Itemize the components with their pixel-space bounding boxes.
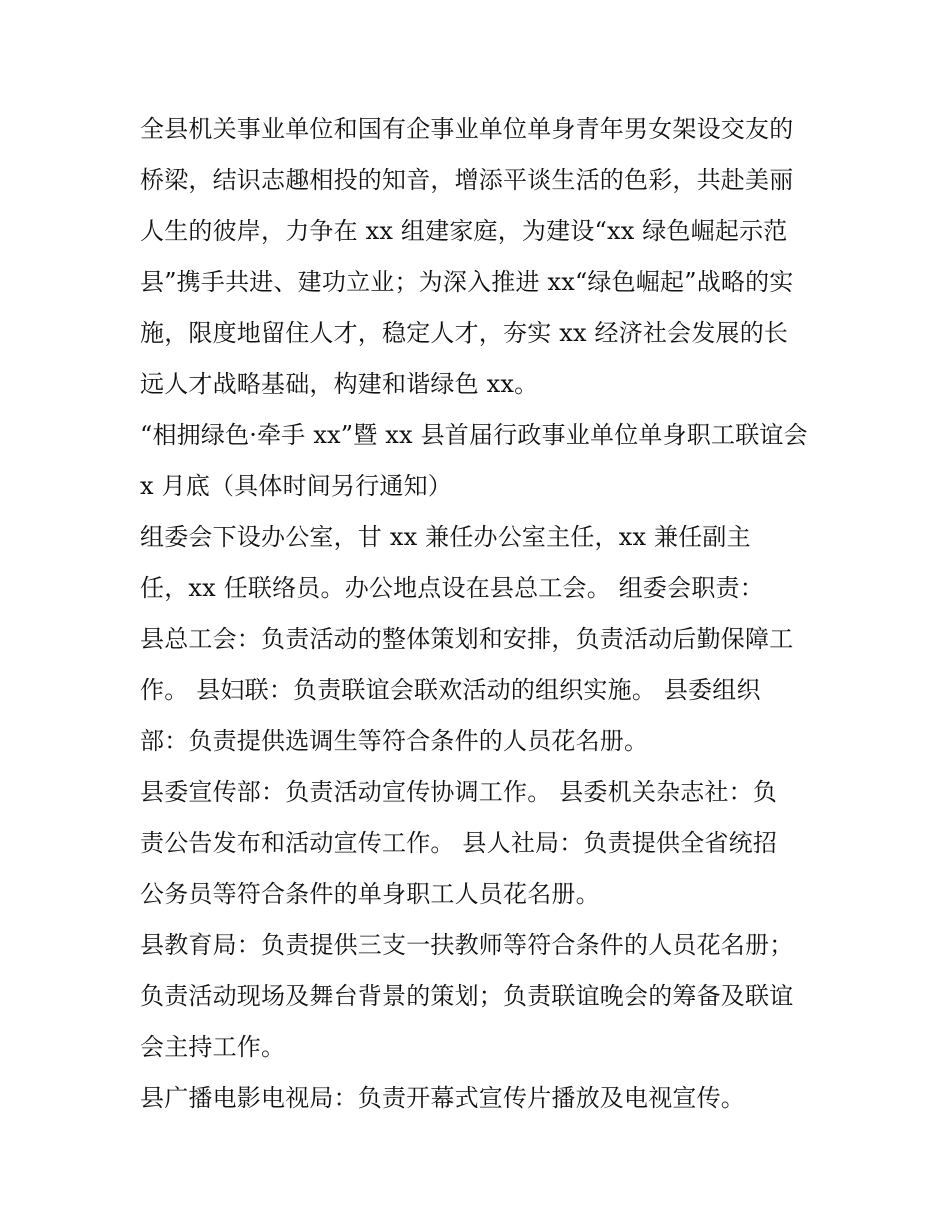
text-line: 县教育局：负责提供三支一扶教师等符合条件的人员花名册； [140, 931, 794, 959]
text-line: 县”携手共进、建功立业；为深入推进 xx“绿色崛起”战略的实 [140, 268, 794, 296]
text-line: 作。 县妇联：负责联谊会联欢活动的组织实施。 县委组织 [140, 676, 761, 704]
text-line: x 月底（具体时间另行通知） [140, 472, 452, 500]
text-line: 远人才战略基础，构建和谐绿色 xx。 [140, 370, 539, 398]
text-line: 施，限度地留住人才，稳定人才，夯实 xx 经济社会发展的长 [140, 319, 789, 347]
text-line: 负责活动现场及舞台背景的策划；负责联谊晚会的筹备及联谊 [140, 982, 794, 1010]
text-line: 全县机关事业单位和国有企事业单位单身青年男女架设交友的 [140, 115, 794, 143]
text-line: 组委会下设办公室，甘 xx 兼任办公室主任，xx 兼任副主 [140, 523, 751, 551]
text-line: 任，xx 任联络员。办公地点设在县总工会。 组委会职责： [140, 574, 764, 602]
text-line: 责公告发布和活动宣传工作。 县人社局：负责提供全省统招 [140, 829, 778, 857]
text-line: 县委宣传部：负责活动宣传协调工作。 县委机关杂志社：负 [140, 778, 778, 806]
text-line: 会主持工作。 [140, 1033, 286, 1061]
text-line: 县总工会：负责活动的整体策划和安排，负责活动后勤保障工 [140, 625, 794, 653]
text-line: 部：负责提供选调生等符合条件的人员花名册。 [140, 727, 649, 755]
text-line: 县广播电影电视局：负责开幕式宣传片播放及电视宣传。 [140, 1084, 745, 1112]
text-line: “相拥绿色·牵手 xx”暨 xx 县首届行政事业单位单身职工联谊会 [140, 421, 808, 449]
text-line: 桥梁，结识志趣相投的知音，增添平谈生活的色彩，共赴美丽 [140, 166, 794, 194]
text-line: 人生的彼岸，力争在 xx 组建家庭，为建设“xx 绿色崛起示范 [140, 217, 788, 245]
document-body [140, 104, 830, 1124]
text-line: 公务员等符合条件的单身职工人员花名册。 [140, 880, 600, 908]
